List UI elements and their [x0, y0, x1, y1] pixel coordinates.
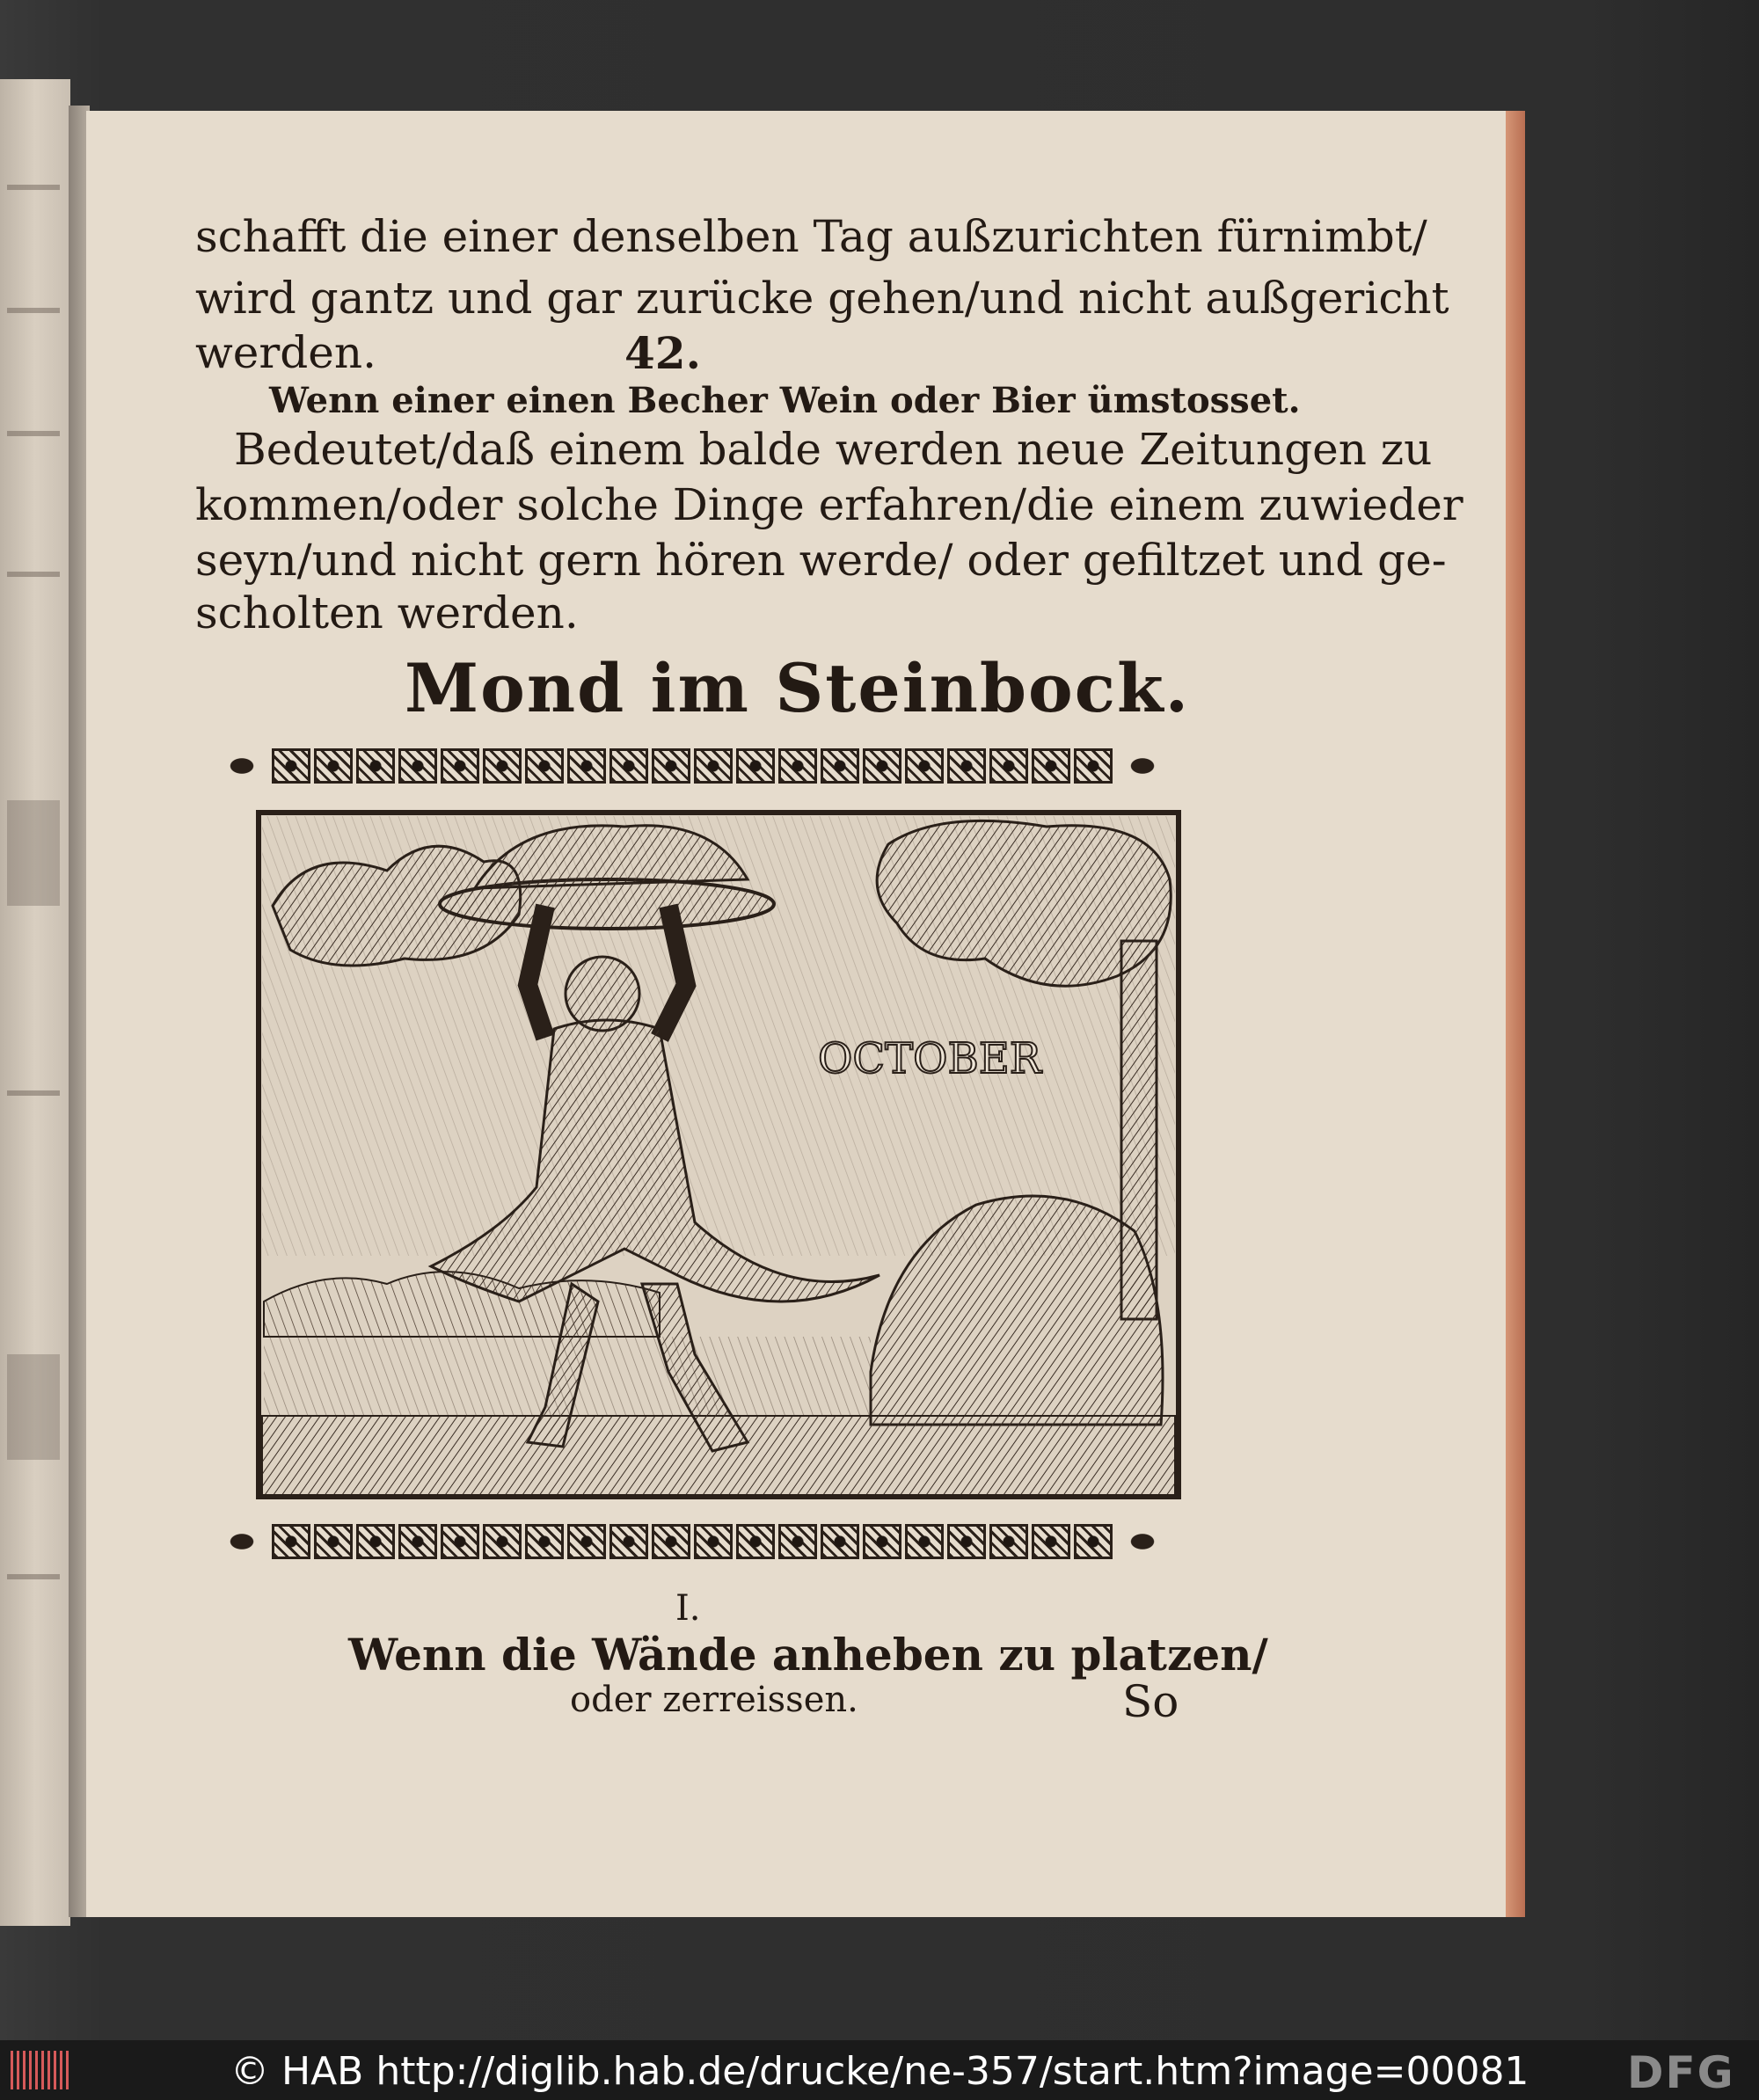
text-line-3: werden.	[195, 327, 376, 378]
copyright-link[interactable]: © HAB http://diglib.hab.de/drucke/ne-357/start.htm?image=00081	[230, 2049, 1529, 2094]
item-42-title: Wenn einer einen Becher Wein oder Bier ümstosset.	[269, 380, 1301, 421]
item-1-title: Wenn die Wände anheben zu platzen/	[348, 1629, 1268, 1681]
item-number-1: I.	[675, 1588, 701, 1629]
section-heading: Mond im Steinbock.	[405, 649, 1191, 727]
text-line-1: schafft die einer denselben Tag außzurichten fürnimbt/	[195, 211, 1427, 262]
item-42-body-3: seyn/und nicht gern hören werde/ oder gefiltzet und ge-	[195, 535, 1447, 586]
barcode-icon	[11, 2051, 72, 2089]
october-engraving	[255, 809, 1182, 1500]
engraving-label: OCTOBER	[818, 1034, 1041, 1083]
previous-page-edge	[0, 79, 70, 1926]
item-number-42: 42.	[624, 327, 701, 379]
item-42-body-2: kommen/oder solche Dinge erfahren/die einem zuwieder	[195, 479, 1463, 530]
item-1-title-cont: oder zerreissen.	[570, 1680, 858, 1720]
item-42-body-4: scholten werden.	[195, 587, 579, 638]
ornament-border-top	[195, 746, 1189, 786]
text-line-2: wird gantz und gar zurücke gehen/und nicht außgericht	[195, 273, 1449, 324]
footer-bar	[0, 2040, 1759, 2100]
page-edge	[1506, 111, 1525, 1917]
ornament-border-bottom	[195, 1521, 1189, 1562]
item-42-body-1: Bedeutet/daß einem balde werden neue Zeitungen zu	[234, 424, 1433, 475]
catchword: So	[1122, 1676, 1179, 1727]
dfg-logo: DFG	[1627, 2047, 1735, 2098]
